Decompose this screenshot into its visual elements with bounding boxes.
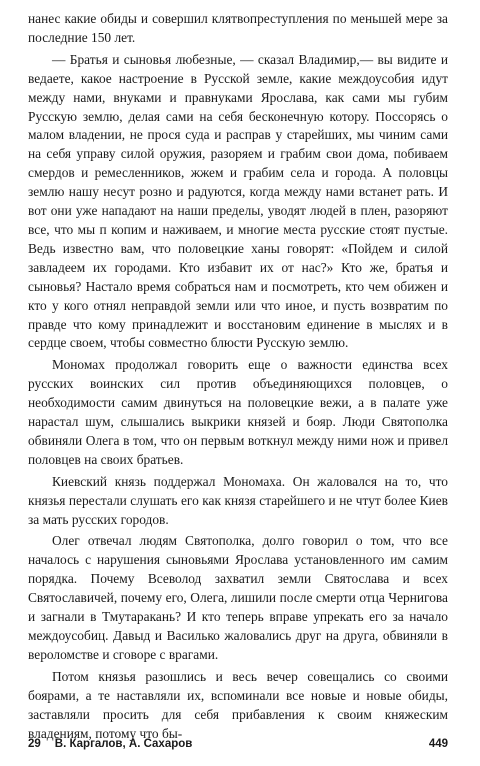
footer-left xyxy=(28,738,192,750)
book-page xyxy=(28,10,448,756)
paragraph-5: Олег отвечал людям Святополка, долго говорил о том, что все началось с нарушения сыновьями Ярослава установленного им самим порядка. Почему Всеволод захватил земли Святослава и всех Святославичей, почему его, Олега, лишили после смерти отца Чернигова и загнали в Тмутаракань? И кто теперь вправе упрекать его за начало междоусобиц. Давыд и Василько жаловались друг на друга, обвиняли в вероломстве и сговоре с врагами. xyxy=(28,533,448,662)
footer-authors: В. Каргалов, А. Сахаров xyxy=(54,738,193,750)
page-footer xyxy=(28,734,448,754)
paragraph-3: Мономах продолжал говорить еще о важности единства всех русских воинских сил против объединяющихся половцев, о необходимости самим двинуться на половецкие вежи, а в палате уже нарастал шум, слышались выкрики князей и бояр. Люди Святополка обвиняли Олега в том, что он первым воткнул между ними нож и привел половцев на своих братьев. xyxy=(28,357,448,467)
paragraph-4: Киевский князь поддержал Мономаха. Он жаловался на то, что князья перестали слушать его как князя старейшего и не чтут более Киев за мать русских городов. xyxy=(28,473,448,527)
signature-mark: 29 xyxy=(28,738,41,750)
paragraph-2: — Братья и сыновья любезные, — сказал Владимир,— вы видите и ведаете, какое настроение в Русской земле, какие междоусобия идут между нами, внуками и правнуками Ярослава, как сами мы губим Русскую землю, делая сами на себя бесконечную котору. Поссорясь о малом владении, не прося суда и расправ у старейших, мы чиним сами на себя управу силой оружия, разоряем и грабим свои дома, побиваем смердов и ремесленников, жжем и грабим села и города. А половцы землю нашу несут розно и радуются, когда между нами встанет рать. И вот они уже нападают на наши пределы, уводят людей в плен, разоряют все, что мы п копим и наживаем, и многие места русские стоят пустые. Ведь известно вам, что половецкие ханы говорят: «Пойдем и силой завладеем их городами. Кто избавит их от нас?» Кто же, братья и сыновья? Настало время собраться нам и посмотреть, кто чем обижен и кто у кого отнял неправдой земли или что иное, и пусть возвратим по правде что кому принадлежит и восстановим единение в мыслях и в сердце своем, чтобы совместно блюсти Русскую землю. xyxy=(28,51,448,351)
paragraph-1: нанес какие обиды и совершил клятвопреступления по меньшей мере за последние 150 лет. xyxy=(28,11,448,45)
paragraph-6: Потом князья разошлись и весь вечер совещались со своими боярами, а те наставляли их, вспоминали все новые и новые обиды, заставляли просить для себя прибавления к своим княжеским владениям, потому что бы- xyxy=(28,668,448,741)
page-number: 449 xyxy=(428,738,448,750)
